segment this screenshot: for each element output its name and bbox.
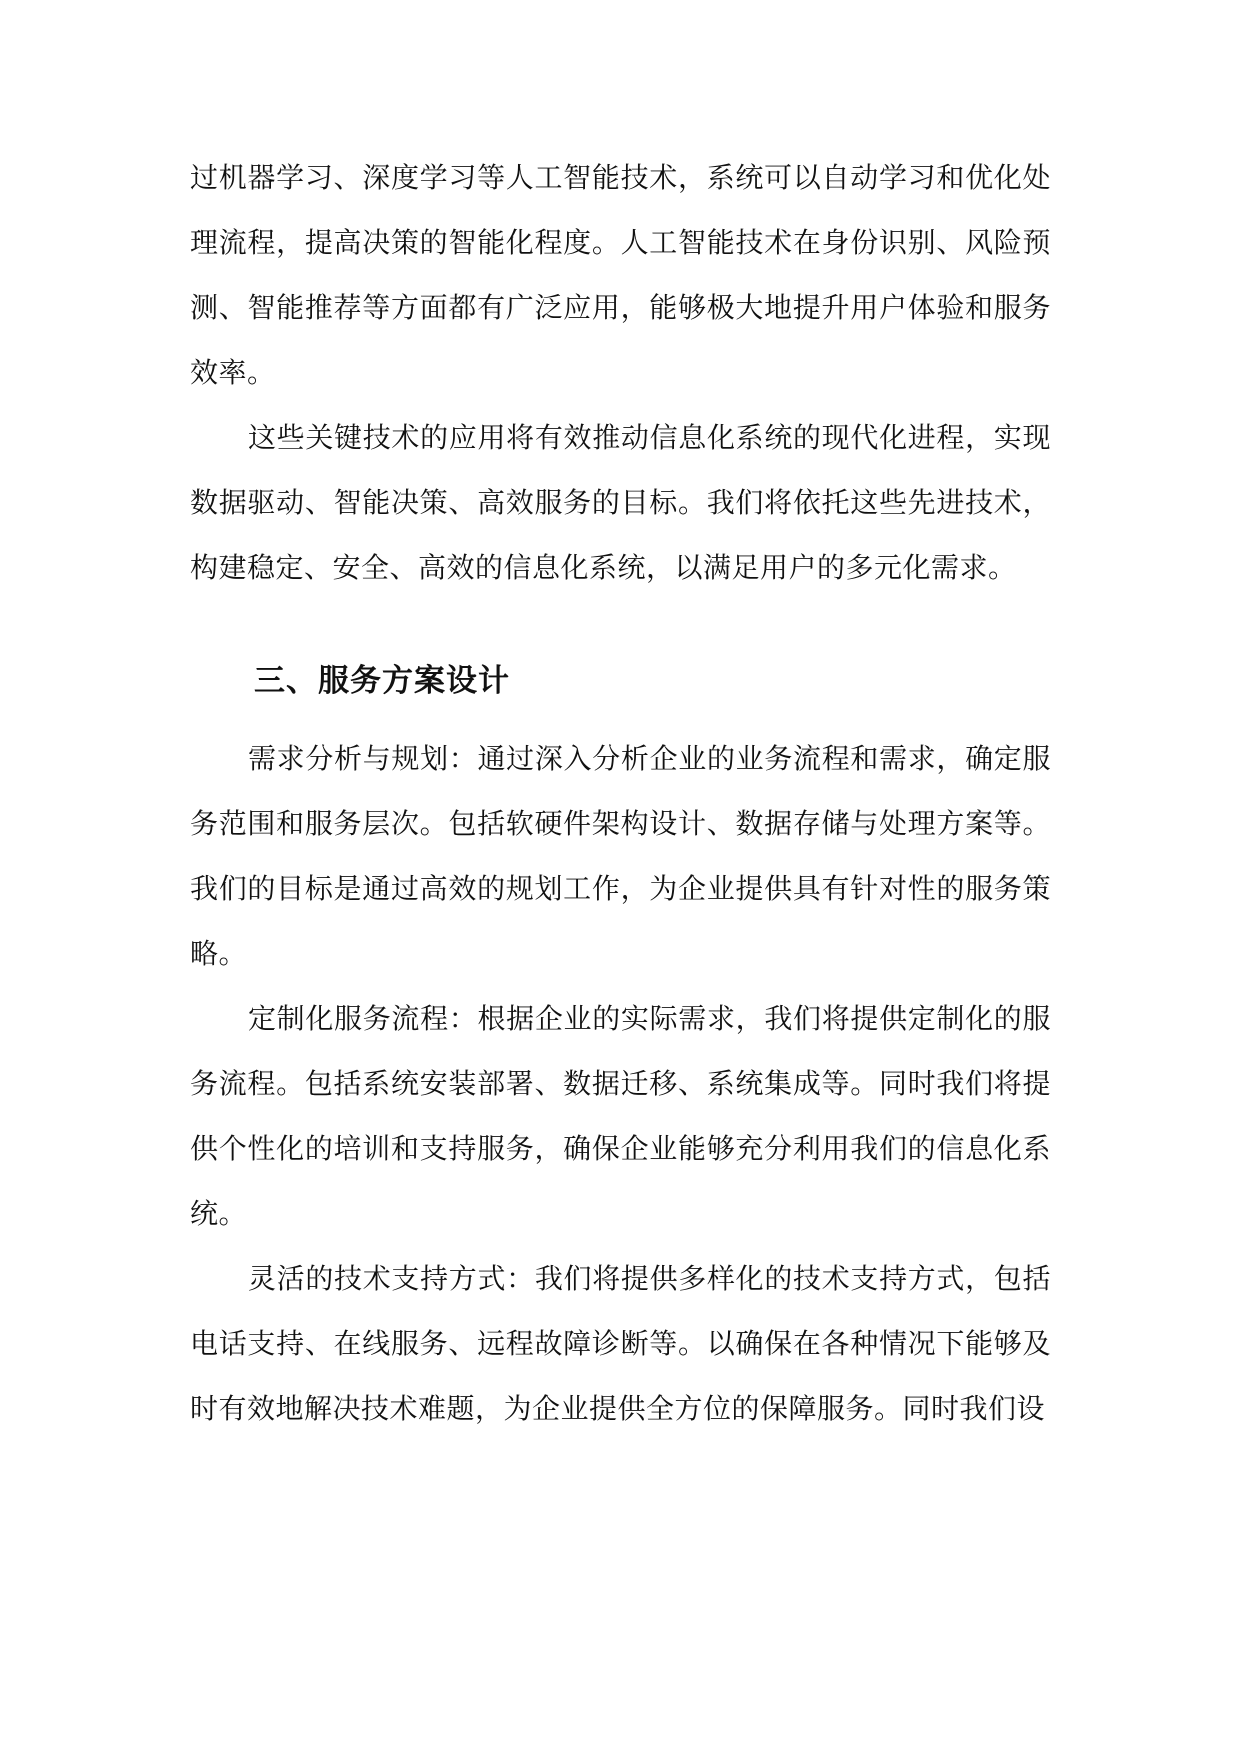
paragraph-custom-service: 定制化服务流程：根据企业的实际需求，我们将提供定制化的服务流程。包括系统安装部署、数据迁移、系统集成等。同时我们将提供个性化的培训和支持服务，确保企业能够充分利用我们的信息化系统。: [190, 1002, 1051, 1230]
paragraph-key-technologies: 这些关键技术的应用将有效推动信息化系统的现代化进程，实现数据驱动、智能决策、高效服务的目标。我们将依托这些先进技术，构建稳定、安全、高效的信息化系统，以满足用户的多元化需求。: [190, 421, 1051, 584]
paragraph-continuation: 过机器学习、深度学习等人工智能技术，系统可以自动学习和优化处理流程，提高决策的智能化程度。人工智能技术在身份识别、风险预测、智能推荐等方面都有广泛应用，能够极大地提升用户体验和服务效率。: [190, 161, 1051, 389]
paragraph-tech-support: 灵活的技术支持方式：我们将提供多样化的技术支持方式，包括电话支持、在线服务、远程故障诊断等。以确保在各种情况下能够及时有效地解决技术难题，为企业提供全方位的保障服务。同时我们设: [190, 1262, 1051, 1425]
paragraph-requirements: 需求分析与规划：通过深入分析企业的业务流程和需求，确定服务范围和服务层次。包括软硬件架构设计、数据存储与处理方案等。我们的目标是通过高效的规划工作，为企业提供具有针对性的服务策略。: [190, 742, 1051, 970]
section-heading: 三、服务方案设计: [254, 663, 510, 699]
